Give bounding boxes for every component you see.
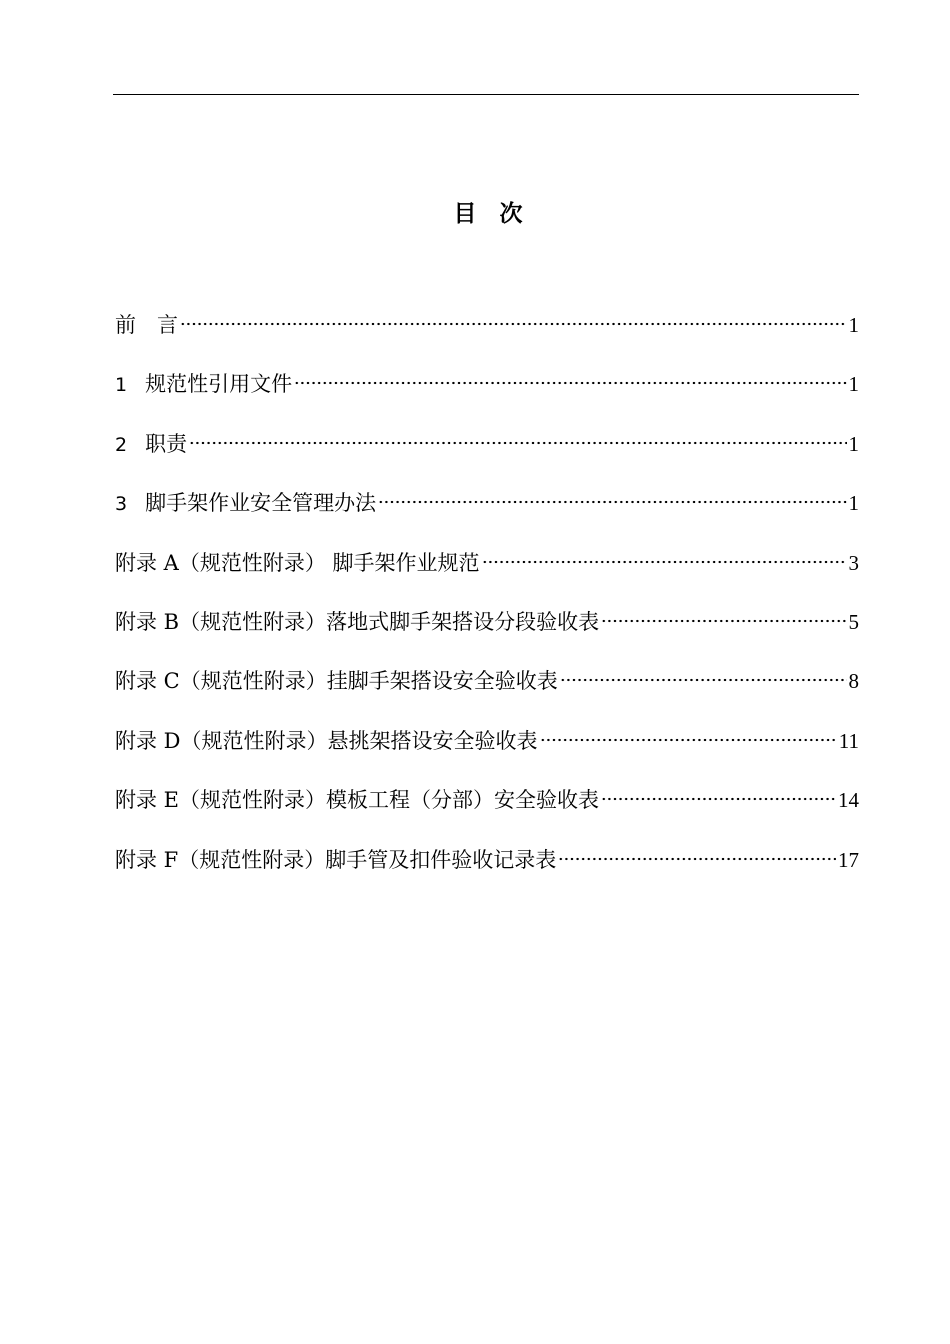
toc-item-appendix-a[interactable]: [115, 546, 859, 605]
dot-leader: [558, 857, 836, 861]
dot-leader: [378, 500, 846, 504]
dot-leader: [294, 381, 846, 385]
toc-item-label: 职责: [145, 431, 188, 456]
toc-item-appendix-b[interactable]: [115, 605, 859, 664]
toc-item-page: 1: [848, 431, 859, 456]
dot-leader: [601, 797, 836, 801]
toc-item-foreword[interactable]: [115, 308, 859, 367]
dot-leader: [189, 441, 846, 445]
toc-item-label: 附录 E（规范性附录）模板工程（分部）安全验收表: [115, 788, 600, 813]
toc-item-management-measures[interactable]: [115, 486, 859, 545]
dot-leader: [180, 322, 847, 326]
toc-item-label: 附录 F（规范性附录）脚手管及扣件验收记录表: [115, 847, 557, 872]
dot-leader: [482, 560, 847, 564]
toc-item-label: 附录 B（规范性附录）落地式脚手架搭设分段验收表: [115, 609, 600, 634]
toc-item-label: 附录 D（规范性附录）悬挑架搭设安全验收表: [115, 728, 538, 753]
toc-item-page: 14: [838, 788, 859, 813]
toc-item-label: 附录 A（规范性附录） 脚手架作业规范: [115, 550, 480, 575]
toc-item-appendix-d[interactable]: [115, 724, 859, 783]
toc-item-number: 3: [115, 493, 128, 516]
toc-item-page: 8: [848, 669, 859, 694]
toc-item-appendix-e[interactable]: [115, 783, 859, 842]
header-rule: [113, 94, 859, 95]
toc-item-label: 附录 C（规范性附录）挂脚手架搭设安全验收表: [115, 669, 558, 694]
toc-title: 目 次: [453, 201, 523, 227]
toc-item-page: 1: [848, 491, 859, 516]
toc-item-page: 5: [848, 609, 859, 634]
toc-item-page: 11: [838, 728, 859, 753]
dot-leader: [560, 678, 847, 682]
toc-item-page: 3: [848, 550, 859, 575]
toc-item-number: 1: [115, 374, 128, 397]
toc-item-page: 1: [848, 372, 859, 397]
dot-leader: [601, 619, 846, 623]
toc-item-normative-references[interactable]: [115, 367, 859, 426]
toc-item-label: 脚手架作业安全管理办法: [145, 491, 377, 516]
toc-item-page: 17: [838, 847, 859, 872]
dot-leader: [540, 738, 837, 742]
toc-item-number: 2: [115, 433, 128, 456]
toc-item-page: 1: [848, 313, 859, 337]
toc-item-appendix-f[interactable]: [115, 843, 859, 902]
toc-item-responsibilities[interactable]: [115, 427, 859, 486]
toc-item-label: 规范性引用文件: [145, 372, 293, 397]
table-of-contents: [115, 308, 859, 902]
toc-item-label: 前 言: [115, 313, 178, 337]
toc-item-appendix-c[interactable]: [115, 664, 859, 723]
